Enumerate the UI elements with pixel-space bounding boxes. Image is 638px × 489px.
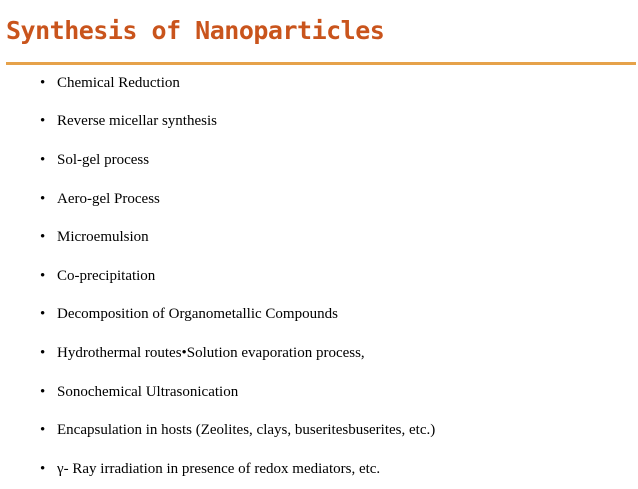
bullet-icon: • xyxy=(40,151,46,168)
bullet-list xyxy=(40,64,435,489)
bullet-icon: • xyxy=(40,267,46,284)
bullet-icon: • xyxy=(40,113,46,130)
list-item-text: Hydrothermal routes•Solution evaporation process, xyxy=(57,344,365,361)
list-item xyxy=(40,64,435,103)
slide-title: Synthesis of Nanoparticles xyxy=(6,16,385,45)
list-item-text: Encapsulation in hosts (Zeolites, clays, buseritesbuserites, etc.) xyxy=(57,422,436,439)
bullet-icon: • xyxy=(40,190,46,207)
list-item-text: Sonochemical Ultrasonication xyxy=(57,383,239,400)
list-item xyxy=(40,373,435,412)
bullet-icon: • xyxy=(40,229,46,246)
list-item xyxy=(40,141,435,180)
bullet-icon: • xyxy=(40,422,46,439)
list-item xyxy=(40,103,435,142)
list-item-text: Chemical Reduction xyxy=(57,74,180,91)
bullet-icon: • xyxy=(40,383,46,400)
list-item-text: Decomposition of Organometallic Compounds xyxy=(57,306,338,323)
list-item-text: Sol-gel process xyxy=(57,151,150,168)
bullet-icon: • xyxy=(40,74,46,91)
list-item xyxy=(40,218,435,257)
list-item xyxy=(40,334,435,373)
list-item-text: Reverse micellar synthesis xyxy=(57,113,217,130)
list-item-text: Aero-gel Process xyxy=(57,190,160,207)
list-item-text: γ- Ray irradiation in presence of redox mediators, etc. xyxy=(57,460,381,477)
list-item-text: Co-precipitation xyxy=(57,267,156,284)
list-item xyxy=(40,296,435,335)
list-item xyxy=(40,180,435,219)
bullet-icon: • xyxy=(40,344,46,361)
bullet-icon: • xyxy=(40,460,46,477)
list-item xyxy=(40,257,435,296)
bullet-icon: • xyxy=(40,306,46,323)
list-item xyxy=(40,450,435,489)
list-item xyxy=(40,411,435,450)
list-item-text: Microemulsion xyxy=(57,229,149,246)
